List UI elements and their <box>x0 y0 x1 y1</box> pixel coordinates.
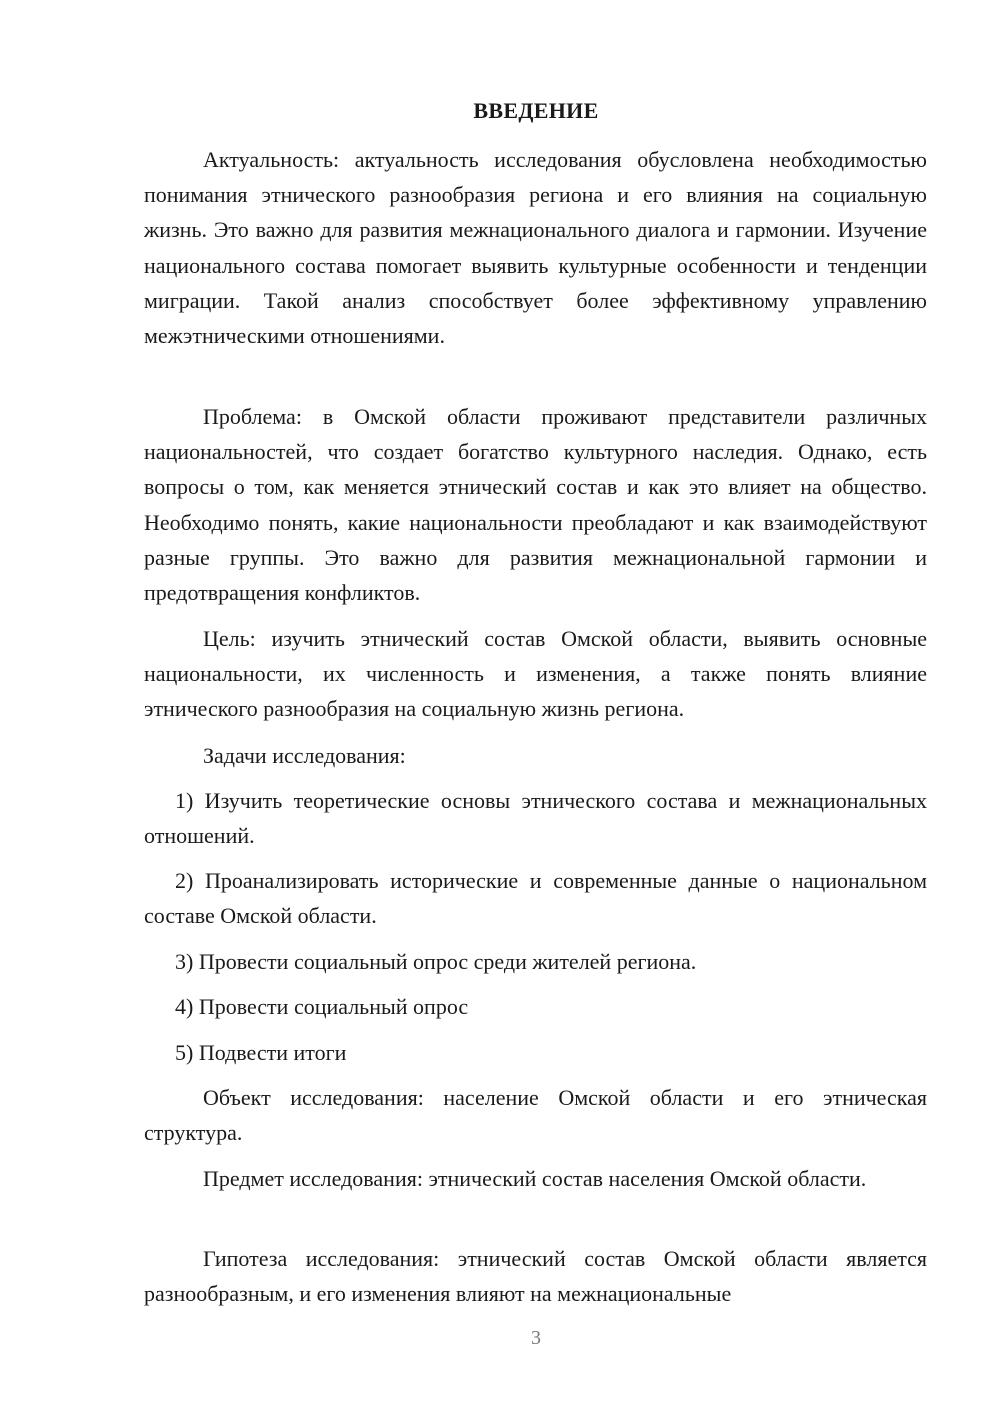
goal-paragraph: Цель: изучить этнический состав Омской области, выявить основные национальности, их численность и изменения, а также понять влияние этнического разнообразия на социальную жизнь региона. <box>144 626 927 722</box>
task-item-1: 1) Изучить теоретические основы этнического состава и межнациональных отношений. <box>144 788 927 849</box>
page-number: 3 <box>531 1327 541 1349</box>
problem-paragraph: Проблема: в Омской области проживают представители различных национальностей, что создает богатство культурного наследия. Однако, есть вопросы о том, как меняется этнический состав и как это влияет на общество. Необходимо понять, какие национальности преобладают и как взаимодействуют разные группы. Это важно для развития межнациональной гармонии и предотвращения конфликтов. <box>144 404 927 606</box>
section-heading: ВВЕДЕНИЕ <box>473 98 599 123</box>
task-item-2: 2) Проанализировать исторические и современные данные о национальном составе Омской области. <box>144 868 927 929</box>
object-paragraph: Объект исследования: население Омской области и его этническая структура. <box>144 1085 927 1146</box>
task-item-3: 3) Провести социальный опрос среди жителей региона. <box>175 949 697 974</box>
task-item-5: 5) Подвести итоги <box>175 1040 347 1065</box>
task-item-4: 4) Провести социальный опрос <box>175 994 469 1019</box>
tasks-title: Задачи исследования: <box>203 743 406 768</box>
relevance-paragraph: Актуальность: актуальность исследования обусловлена необходимостью понимания этнического разнообразия региона и его влияния на социальную жизнь. Это важно для развития межнационального диалога и гармонии. Изучение национального состава помогает выявить культурные особенности и тенденции миграции. Такой анализ способствует более эффективному управлению межэтническими отношениями. <box>144 147 927 349</box>
subject-paragraph: Предмет исследования: этнический состав населения Омской области. <box>203 1166 867 1191</box>
hypothesis-paragraph: Гипотеза исследования: этнический состав Омской области является разнообразным, и его изменения влияют на межнациональные <box>144 1246 927 1307</box>
